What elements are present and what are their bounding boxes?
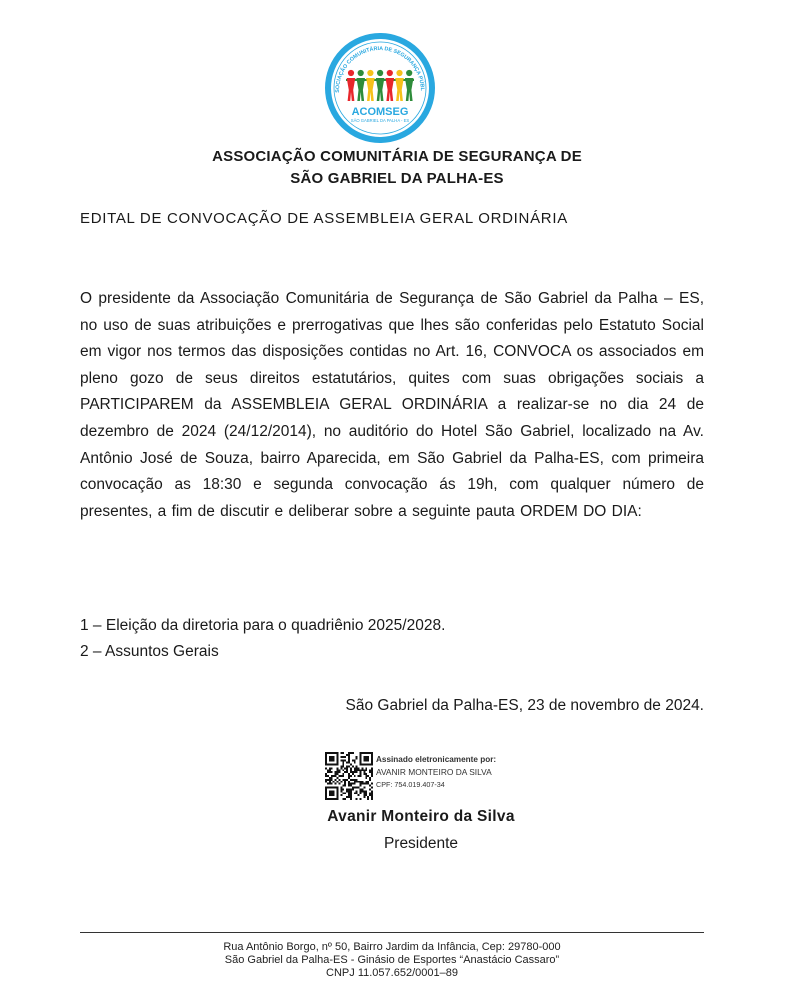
org-name-line-1: ASSOCIAÇÃO COMUNITÁRIA DE SEGURANÇA DE xyxy=(212,148,582,165)
logo-ring-text: SOCIAÇÃO COMUNITÁRIA DE SEGURANÇA PÚBL xyxy=(334,45,426,93)
e-signature-cpf: CPF: 754.019.407-34 xyxy=(376,780,445,789)
footer-location: São Gabriel da Palha-ES - Ginásio de Esportes “Anastácio Cassaro” xyxy=(224,954,560,966)
logo-location: SÃO GABRIEL DA PALHA - ES xyxy=(350,118,410,123)
footer-address: Rua Antônio Borgo, nº 50, Bairro Jardim da Infância, Cep: 29780-000 xyxy=(223,941,561,953)
agenda-item-2: 2 – Assuntos Gerais xyxy=(80,643,219,660)
footer-cnpj: CNPJ 11.057.652/0001–89 xyxy=(326,967,458,979)
qr-code-icon[interactable] xyxy=(325,752,373,800)
date-place: São Gabriel da Palha-ES, 23 de novembro de 2024. xyxy=(345,697,704,714)
signer-role: Presidente xyxy=(383,835,459,852)
logo-acronym: ACOMSEG xyxy=(351,106,409,118)
agenda-item-1: 1 – Eleição da diretoria para o quadriênio 2025/2028. xyxy=(80,617,446,634)
signer-name: Avanir Monteiro da Silva xyxy=(327,808,515,825)
notice-title: EDITAL DE CONVOCAÇÃO DE ASSEMBLEIA GERAL ORDINÁRIA xyxy=(80,210,568,227)
e-signature-label: Assinado eletronicamente por: xyxy=(376,755,497,764)
e-signature-stamp xyxy=(325,752,555,802)
e-signature-name: AVANIR MONTEIRO DA SILVA xyxy=(376,767,492,777)
notice-body: O presidente da Associação Comunitária de Segurança de São Gabriel da Palha – ES, no uso de suas atribuições e prerrogativas que lhes são conferidas pelo Estatuto Social em vigor nos termos das disposições contidas no Art. 16, CONVOCA os associados em pleno gozo de seus direitos estatutários, quites com suas obrigações sociais a PARTICIPAREM da ASSEMBLEIA GERAL ORDINÁRIA a realizar-se no dia 24 de dezembro de 2024 (24/12/2014), no auditório do Hotel São Gabriel, localizado na Av. Antônio José de Souza, bairro Aparecida, em São Gabriel da Palha-ES, com primeira convocação as 18:30 e segunda convocação ás 19h, com qualquer número de presentes, a fim de discutir e deliberar sobre a seguinte pauta ORDEM DO DIA: xyxy=(80,290,704,520)
acomseg-logo xyxy=(325,33,435,143)
org-name-line-2: SÃO GABRIEL DA PALHA-ES xyxy=(290,170,504,187)
footer-divider xyxy=(80,932,704,933)
